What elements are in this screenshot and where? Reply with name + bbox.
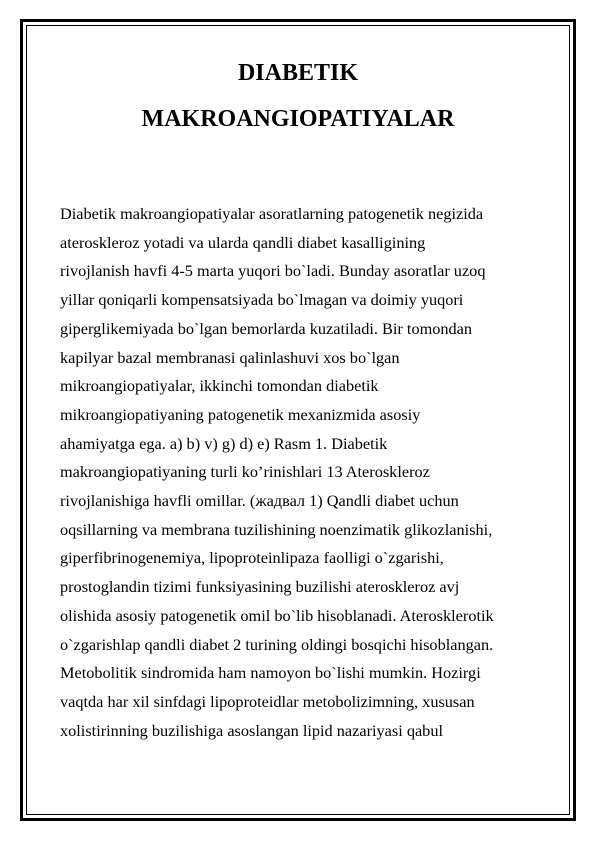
document-title-line-2: MAKROANGIOPATIYALAR [141,106,455,132]
text-line: giperfibrinogenemiya, lipoproteinlipaza faolligi o`zgarishi, [60,548,444,568]
text-line: prostoglandin tizimi funksiyasining buzilishi ateroskleroz avj [60,577,460,597]
text-line: mikroangiopatiyalar, ikkinchi tomondan diabetik [60,376,379,396]
text-line: ahamiyatga ega. a) b) v) g) d) e) Rasm 1. Diabetik [60,433,388,453]
text-line: rivojlanish havfi 4-5 marta yuqori bo`ladi. Bunday asoratlar uzoq [60,261,486,281]
text-line: mikroangiopatiyaning patogenetik mexanizmida asosiy [60,404,421,424]
document-title-line-1: DIABETIK [237,60,359,86]
text-line: makroangiopatiyaning turli ko’rinishlari 13 Ateroskleroz [60,462,430,482]
text-line: Diabetik makroangiopatiyalar asoratlarning patogenetik negizida [60,204,484,223]
text-line: oqsillarning va membrana tuzilishining noenzimatik glikozlanishi, [60,519,493,539]
text-line: kapilyar bazal membranasi qalinlashuvi xos bo`lgan [60,347,400,367]
text-line: xolistirinning buzilishiga asoslangan lipid nazariyasi qabul [60,720,443,740]
text-line: rivojlanishiga havfli omillar. (жадвал 1) Qandli diabet uchun [60,491,459,511]
text-line: giperglikemiyada bo`lgan bemorlarda kuzatiladi. Bir tomondan [60,318,473,338]
text-line: Metobolitik sindromida ham namoyon bo`lishi mumkin. Hozirgi [60,663,481,683]
body-paragraph [60,200,538,745]
text-line: vaqtda har xil sinfdagi lipoproteidlar metobolizimning, xususan [60,691,475,711]
text-line: olishida asosiy patogenetik omil bo`lib hisoblanadi. Aterosklerotik [60,605,494,625]
text-line: o`zgarishlap qandli diabet 2 turining oldingi bosqichi hisoblangan. [60,634,494,654]
text-line: ateroskleroz yotadi va ularda qandli diabet kasalligining [60,232,426,252]
text-line: yillar qoniqarli kompensatsiyada bo`lmagan va doimiy yuqori [60,290,464,310]
